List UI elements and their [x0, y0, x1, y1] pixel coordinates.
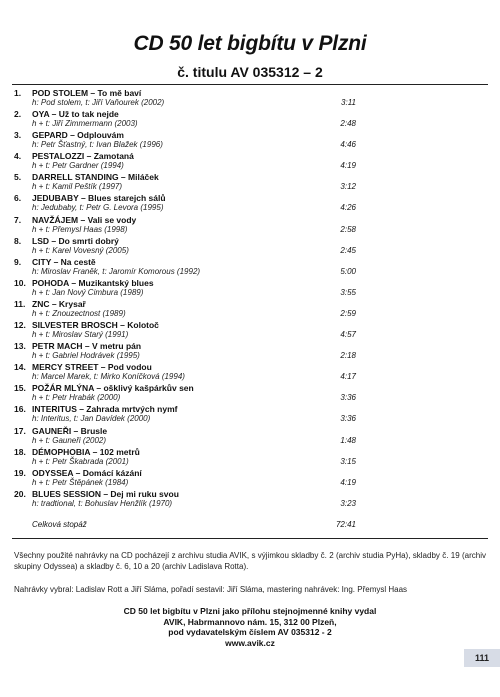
track-number: 19. [14, 467, 26, 478]
track-number: 11. [14, 298, 26, 309]
track-number: 2. [14, 109, 22, 120]
track-credit: h + t: Petr Štěpánek (1984) [32, 477, 129, 487]
track-number: 17. [14, 425, 26, 436]
track-credit: h + t: Přemysl Haas (1998) [32, 224, 128, 234]
track-heading: DARRELL STANDING – Miláček [32, 172, 159, 183]
album-title: CD 50 let bigbítu v Plzni [133, 32, 367, 55]
footer-line: pod vydavatelským číslem AV 035312 - 2 [168, 627, 332, 637]
credits-note: Nahrávky vybral: Ladislav Rott a Jiří Sláma, pořadí sestavil: Jiří Sláma, mastering nahrávek: Ing. Přemysl Haas [14, 585, 408, 594]
track-duration: 4:26 [340, 203, 356, 213]
track-credit: h + t: Karel Vovesný (2005) [32, 245, 129, 255]
track-heading: BLUES SESSION – Dej mi ruku svou [32, 488, 179, 499]
track-number: 5. [14, 172, 22, 183]
track-heading: ZNC – Krysař [32, 298, 86, 309]
track-number: 20. [14, 488, 26, 499]
track-number: 14. [14, 362, 26, 373]
track-heading: MERCY STREET – Pod vodou [32, 362, 152, 373]
track-credit: h + t: Petr Škabrada (2001) [32, 456, 129, 466]
track-heading: INTERITUS – Zahrada mrtvých nymf [32, 404, 178, 415]
track-duration: 3:12 [340, 182, 356, 192]
footer-line: CD 50 let bigbítu v Plzni jako přílohu stejnojmenné knihy vydal [123, 606, 377, 616]
track-credit: h + t: Jiří Zimmermann (2003) [32, 119, 138, 129]
track-credit: h: Jedubaby, t: Petr G. Levora (1995) [32, 203, 164, 213]
track-heading: JEDUBABY – Blues starejch sálů [32, 193, 166, 204]
total-label: Celková stopáž [32, 520, 87, 529]
track-duration: 2:45 [340, 245, 356, 255]
track-credit: h: Marcel Marek, t: Mirko Koníčková (1994) [32, 372, 185, 382]
track-number: 16. [14, 404, 26, 415]
page-number: 111 [464, 649, 500, 667]
track-credit: h + t: Miroslav Starý (1991) [32, 330, 129, 340]
track-row [0, 341, 500, 362]
track-heading: ODYSSEA – Domácí kázání [32, 467, 142, 478]
track-heading: CITY – Na cestě [32, 256, 96, 267]
track-heading: LSD – Do smrti dobrý [32, 235, 119, 246]
track-duration: 2:18 [340, 351, 356, 361]
track-row [0, 489, 500, 510]
track-row [0, 362, 500, 383]
track-duration: 3:11 [341, 98, 356, 107]
track-credit: h + t: Petr Hrabák (2000) [32, 393, 121, 403]
track-credit: h: Interitus, t: Jan Davídek (2000) [32, 414, 151, 424]
track-heading: GAUNEŘI – Brusle [32, 425, 108, 436]
track-duration: 4:19 [340, 161, 356, 171]
track-duration: 2:59 [340, 308, 356, 318]
track-number: 4. [14, 151, 22, 162]
track-heading: POŽÁR MLÝNA – ošklivý kašpárkův sen [32, 383, 194, 394]
track-number: 9. [14, 256, 22, 267]
track-row [0, 151, 500, 172]
track-heading: PESTALOZZI – Zamotaná [32, 151, 134, 162]
track-row [0, 130, 500, 151]
track-duration: 5:00 [340, 266, 356, 276]
track-row [0, 383, 500, 404]
bottom-rule [12, 538, 488, 539]
top-rule [12, 84, 488, 85]
track-heading: POHODA – Muzikantský blues [32, 277, 154, 288]
track-row [0, 426, 500, 447]
track-duration: 3:36 [340, 393, 356, 403]
track-duration: 2:58 [340, 224, 356, 234]
track-row [0, 320, 500, 341]
track-duration: 3:15 [340, 456, 356, 466]
track-row [0, 172, 500, 193]
track-number: 6. [14, 193, 22, 204]
track-duration: 3:36 [340, 414, 356, 424]
track-heading: OYA – Už to tak nejde [32, 109, 119, 120]
track-heading: POD STOLEM – To mě baví [32, 88, 142, 98]
track-row [0, 299, 500, 320]
track-row [0, 193, 500, 214]
track-credit: h + t: Petr Gardner (1994) [32, 161, 124, 171]
track-duration: 1:48 [340, 435, 356, 445]
track-credit: h + t: Kamil Peštík (1997) [32, 182, 123, 192]
track-row [0, 404, 500, 425]
track-number: 7. [14, 214, 22, 225]
track-row [0, 215, 500, 236]
track-row [0, 236, 500, 257]
track-row [0, 109, 500, 130]
track-credit: h + t: Jan Nový Cimbura (1989) [32, 287, 144, 297]
track-duration: 4:57 [340, 330, 356, 340]
track-row [0, 468, 500, 489]
publisher-footer [0, 606, 500, 648]
track-heading: NAVŽÁJEM – Vali se vody [32, 214, 137, 225]
track-heading: SILVESTER BROSCH – Kolotoč [32, 320, 159, 331]
track-number: 13. [14, 341, 26, 352]
track-credit: h + t: Znouzectnost (1989) [32, 308, 126, 318]
track-number: 10. [14, 277, 26, 288]
track-duration: 3:23 [340, 498, 356, 508]
total-time: 72:41 [335, 520, 356, 529]
track-credit: h: Petr Šťastný, t: Ivan Blažek (1996) [32, 140, 163, 150]
track-number: 1. [14, 88, 22, 98]
archive-note: Všechny použité nahrávky na CD pocházejí z archivu studia AVIK, s výjimkou skladby č. 2 (archiv studia PyHa), skladby č. 19 (archiv skupiny Odyssea) a skladby č. 6, 10 a 20 (archiv Ladislava Rotta). [14, 551, 486, 571]
track-number: 12. [14, 320, 26, 331]
track-row [0, 447, 500, 468]
track-heading: DÉMOPHOBIA – 102 metrů [32, 446, 140, 457]
track-number: 3. [14, 130, 22, 141]
track-duration: 3:55 [340, 287, 356, 297]
track-number: 15. [14, 383, 26, 394]
track-row [0, 278, 500, 299]
track-list [0, 88, 500, 510]
website-link[interactable]: www.avik.cz [225, 637, 275, 648]
catalog-number: č. titulu AV 035312 – 2 [177, 64, 323, 80]
track-credit: h + t: Gauneři (2002) [32, 435, 107, 445]
track-duration: 4:19 [340, 477, 356, 487]
track-number: 18. [14, 446, 26, 457]
track-heading: GEPARD – Odplouvám [32, 130, 124, 141]
track-credit: h: Pod stolem, t: Jiří Vaňourek (2002) [32, 98, 165, 107]
track-credit: h: Miroslav Franěk, t: Jaromír Komorous (1992) [32, 266, 201, 276]
track-duration: 2:48 [340, 119, 356, 129]
track-heading: PETR MACH – V metru pán [32, 341, 142, 352]
footer-line: AVIK, Habrmannovo nám. 15, 312 00 Plzeň, [163, 616, 337, 627]
track-credit: h: tradtional, t: Bohuslav Henžlík (1970) [32, 498, 173, 508]
track-row [0, 88, 500, 109]
track-number: 8. [14, 235, 22, 246]
track-duration: 4:46 [340, 140, 356, 150]
track-credit: h + t: Gabriel Hodrávek (1995) [32, 351, 140, 361]
track-duration: 4:17 [340, 372, 356, 382]
track-row [0, 257, 500, 278]
